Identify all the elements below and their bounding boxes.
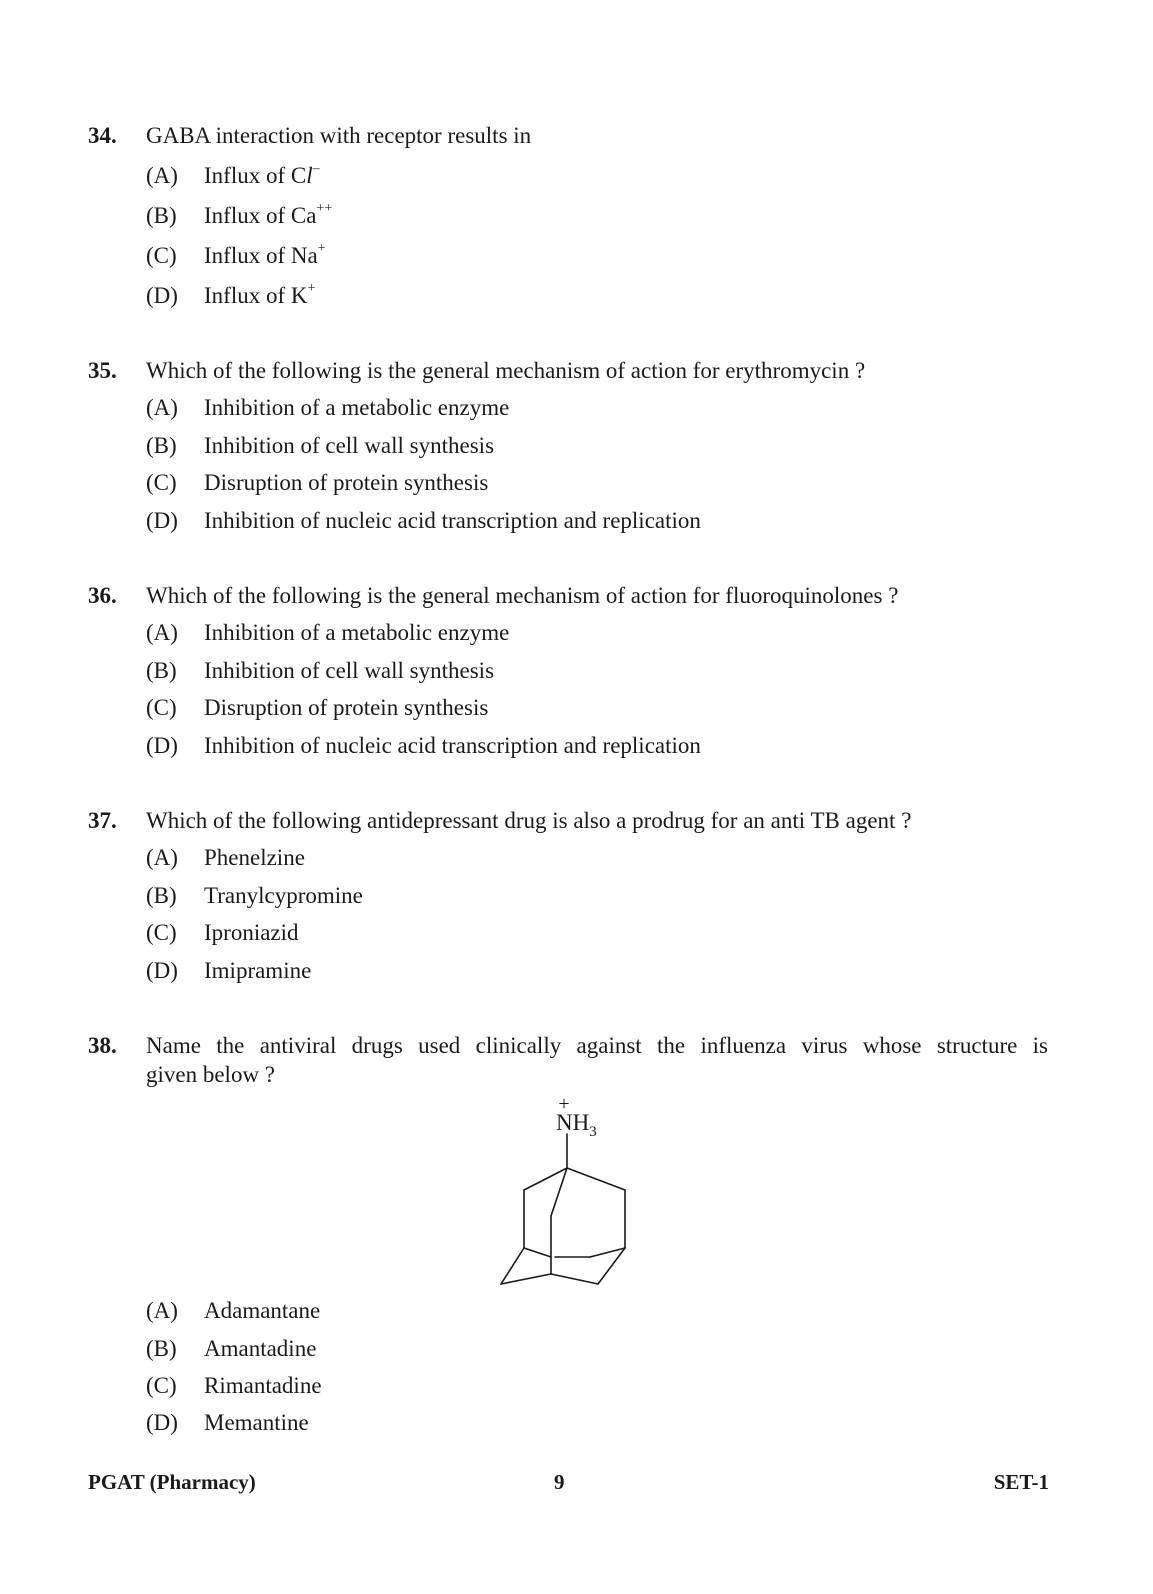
option-d: [146, 1409, 309, 1437]
option-label: (C): [146, 1373, 177, 1398]
option-text: Influx of Ca: [204, 203, 317, 228]
option-label: (C): [146, 243, 177, 268]
question-number: 34.: [88, 123, 117, 148]
option-label: (B): [146, 203, 177, 228]
option-text-italic: l: [306, 163, 313, 188]
question-text: GABA interaction with receptor results in: [146, 123, 532, 148]
option-text: Rimantadine: [204, 1373, 322, 1398]
question-number: 36.: [88, 583, 117, 608]
option-b: [146, 882, 363, 910]
option-text: Disruption of protein synthesis: [204, 470, 489, 495]
option-c: [146, 919, 299, 947]
option-superscript: +: [317, 241, 326, 257]
option-text: Inhibition of nucleic acid transcription and replication: [204, 733, 701, 758]
charge-plus: +: [558, 1093, 570, 1115]
footer-page-number: 9: [554, 1470, 565, 1494]
option-a: [146, 844, 305, 872]
option-c: [146, 242, 326, 270]
option-label: (B): [146, 1336, 177, 1361]
option-label: (C): [146, 470, 177, 495]
option-label: (D): [146, 958, 178, 983]
adamantylamine-structure: [490, 1090, 640, 1295]
option-text: Inhibition of nucleic acid transcription and replication: [204, 508, 701, 533]
option-text: Influx of Na: [204, 243, 318, 268]
option-text: Tranylcypromine: [204, 883, 363, 908]
question-text: Which of the following is the general mechanism of action for erythromycin ?: [146, 358, 866, 383]
option-c: [146, 1372, 322, 1400]
option-text: Iproniazid: [204, 920, 299, 945]
option-text: Amantadine: [204, 1336, 317, 1361]
option-text: Adamantane: [204, 1298, 321, 1323]
amine-group-label: $NH_3$: [556, 1110, 597, 1140]
adamantane-cage: [501, 1134, 625, 1284]
question-text-line-1: Name the antiviral drugs used clinically against the influenza virus whose structure is: [146, 1033, 1048, 1058]
question-number: 38.: [88, 1033, 117, 1058]
option-text: Disruption of protein synthesis: [204, 695, 489, 720]
option-label: (D): [146, 283, 178, 308]
option-text: Inhibition of cell wall synthesis: [204, 658, 495, 683]
option-text: Phenelzine: [204, 845, 305, 870]
option-label: (B): [146, 658, 177, 683]
option-label: (A): [146, 620, 178, 645]
question-number: 35.: [88, 358, 117, 383]
option-superscript: +: [307, 281, 316, 297]
option-b: [146, 432, 494, 460]
option-label: (D): [146, 733, 178, 758]
option-b: [146, 202, 332, 230]
footer-set-code: SET-1: [993, 1470, 1049, 1494]
option-text: Influx of K: [204, 283, 308, 308]
option-b: [146, 657, 494, 685]
option-a: [146, 619, 509, 647]
question-text: Which of the following is the general mechanism of action for fluoroquinolones ?: [146, 583, 899, 608]
question-text: Which of the following antidepressant drug is also a prodrug for an anti TB agent ?: [146, 808, 912, 833]
option-c: [146, 469, 488, 497]
option-a: [146, 162, 320, 190]
option-label: (D): [146, 508, 178, 533]
option-a: [146, 1297, 320, 1325]
option-superscript: –: [312, 161, 320, 177]
option-text: Inhibition of a metabolic enzyme: [204, 395, 510, 420]
option-label: (A): [146, 163, 178, 188]
option-label: (B): [146, 433, 177, 458]
option-d: [146, 282, 315, 310]
option-label: (C): [146, 920, 177, 945]
option-label: (A): [146, 1298, 178, 1323]
option-label: (B): [146, 883, 177, 908]
option-text: Imipramine: [204, 958, 312, 983]
option-d: [146, 957, 311, 985]
option-label: (D): [146, 1410, 178, 1435]
option-text: Influx of C: [204, 163, 307, 188]
option-a: [146, 394, 509, 422]
footer-exam-name: PGAT (Pharmacy): [88, 1470, 256, 1494]
question-text-line-2: given below ?: [146, 1062, 276, 1087]
option-label: (A): [146, 395, 178, 420]
option-text: Inhibition of cell wall synthesis: [204, 433, 495, 458]
option-superscript: ++: [316, 201, 333, 217]
option-text: Inhibition of a metabolic enzyme: [204, 620, 510, 645]
question-number: 37.: [88, 808, 117, 833]
option-c: [146, 694, 488, 722]
option-text: Memantine: [204, 1410, 309, 1435]
option-d: [146, 507, 701, 535]
option-d: [146, 732, 701, 760]
option-label: (C): [146, 695, 177, 720]
option-b: [146, 1335, 316, 1363]
option-label: (A): [146, 845, 178, 870]
